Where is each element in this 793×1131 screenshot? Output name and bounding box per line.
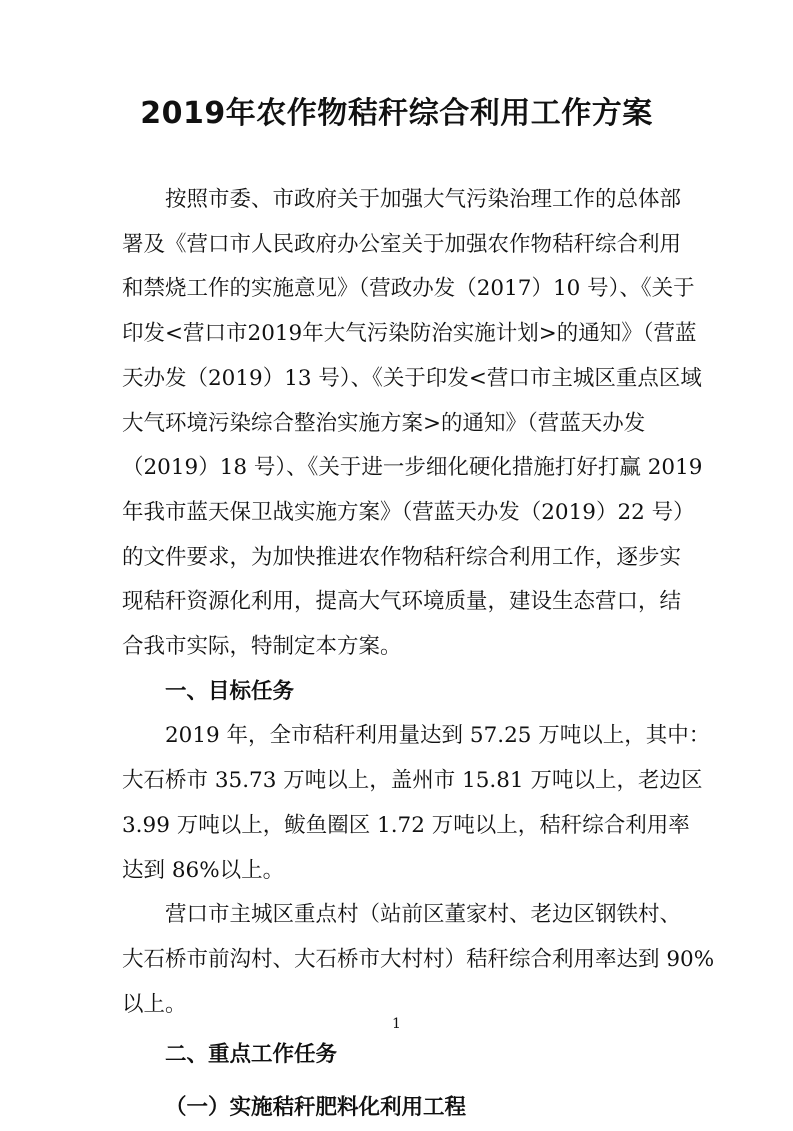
paragraph-line: 大石桥市 35.73 万吨以上，盖州市 15.81 万吨以上，老边区: [122, 768, 703, 794]
subsection-heading-fertilizer: （一）实施秸秆肥料化利用工程: [165, 1095, 467, 1121]
paragraph-line: 达到 86%以上。: [122, 857, 285, 883]
paragraph-line: 合我市实际，特制定本方案。: [122, 634, 402, 660]
paragraph-line: 现秸秆资源化利用，提高大气环境质量，建设生态营口，结: [122, 589, 682, 615]
intro-paragraph: [122, 178, 703, 670]
paragraph-line: 印发<营口市2019年大气污染防治实施计划>的通知》（营蓝: [122, 321, 697, 347]
paragraph-line: 大气环境污染综合整治实施方案>的通知》（营蓝天办发: [122, 410, 646, 436]
key-villages-paragraph: [122, 893, 715, 1027]
paragraph-line: 天办发（2019）13 号）、《关于印发<营口市主城区重点区域: [122, 365, 702, 391]
page-number: 1: [392, 1016, 401, 1032]
paragraph-line: 署及《营口市人民政府办公室关于加强农作物秸秆综合利用: [122, 231, 682, 257]
paragraph-line: 和禁烧工作的实施意见》（营政办发（2017）10 号）、《关于: [122, 276, 695, 302]
document-title: 2019年农作物秸秆综合利用工作方案: [140, 96, 653, 131]
paragraph-line: 的文件要求，为加快推进农作物秸秆综合利用工作，逐步实: [122, 544, 682, 570]
document-body: [122, 178, 715, 1131]
paragraph-line: 营口市主城区重点村（站前区董家村、老边区钢铁村、: [165, 902, 682, 928]
paragraph-line: （2019）18 号）、《关于进一步细化硬化措施打好打赢 2019: [122, 455, 703, 481]
paragraph-line: 以上。: [122, 991, 187, 1017]
paragraph-line: 按照市委、市政府关于加强大气污染治理工作的总体部: [165, 187, 682, 212]
paragraph-line: 2019 年，全市秸秆利用量达到 57.25 万吨以上，其中：: [165, 723, 711, 749]
paragraph-line: 年我市蓝天保卫战实施方案》（营蓝天办发（2019）22 号）: [122, 499, 695, 525]
goals-paragraph: [122, 714, 711, 893]
paragraph-line: 3.99 万吨以上，鲅鱼圈区 1.72 万吨以上，秸秆综合利用率: [122, 812, 690, 838]
paragraph-line: 大石桥市前沟村、大石桥市大村村）秸秆综合利用率达到 90%: [122, 946, 715, 972]
section-heading-key-tasks: 二、重点工作任务: [165, 1042, 338, 1068]
section-heading-goals: 一、目标任务: [165, 678, 295, 704]
